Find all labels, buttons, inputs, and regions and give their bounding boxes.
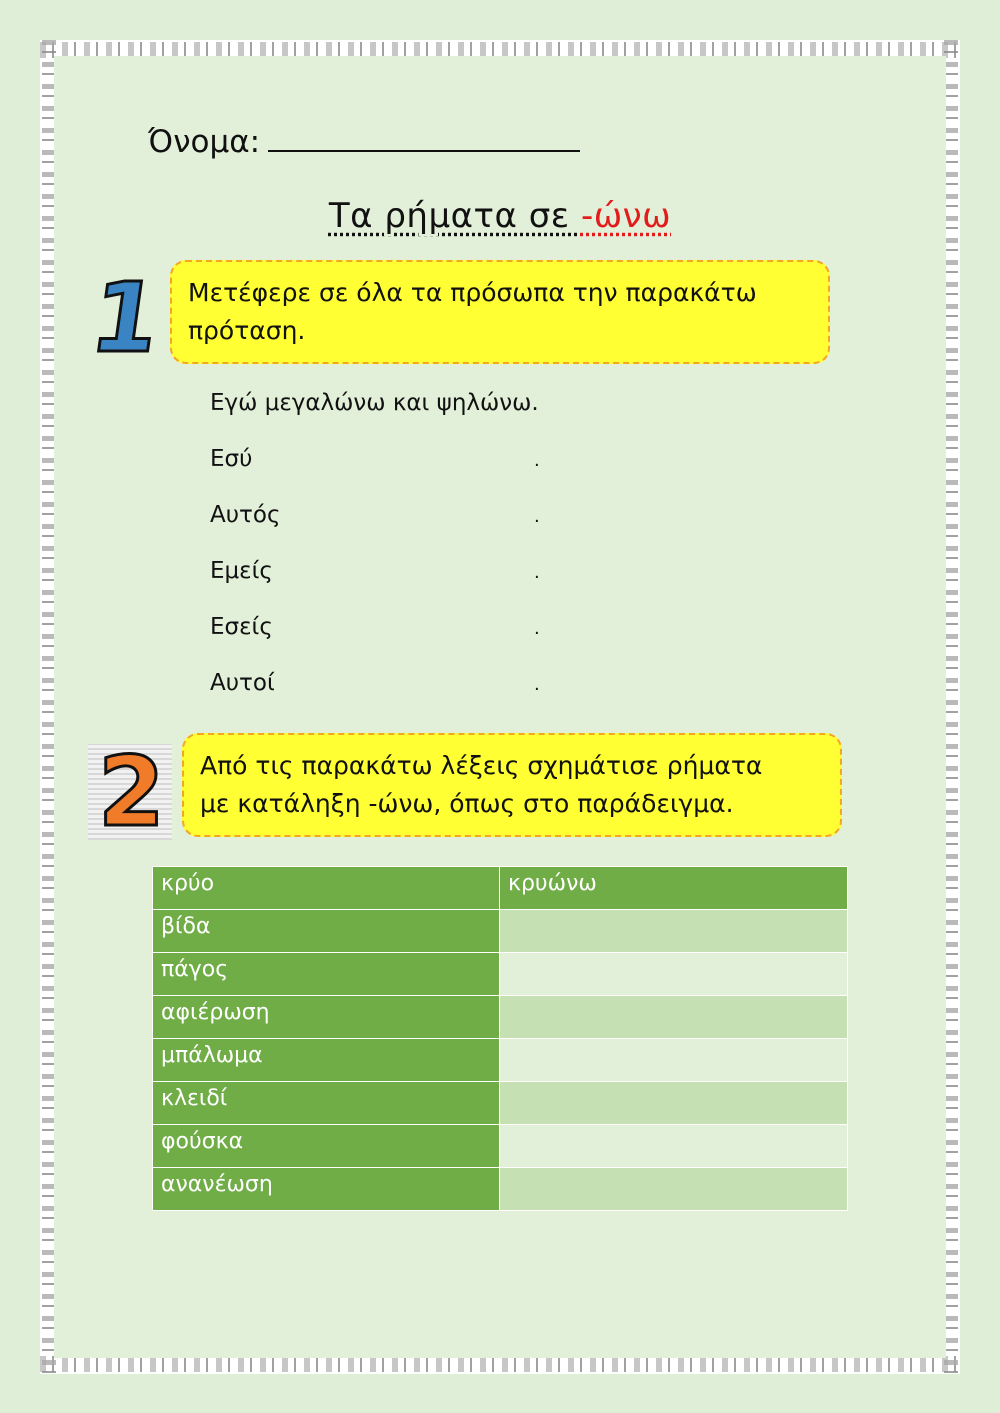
answer-cell[interactable] (500, 996, 848, 1039)
person-label-emeis: Εμείς (210, 558, 273, 584)
exercise-1-instruction-line-2: πρόταση. (188, 316, 306, 345)
answer-line-esy[interactable]: . (534, 450, 540, 471)
title-main: Τα ρήματα σε (328, 196, 581, 236)
name-input-line[interactable] (268, 122, 580, 152)
decorative-border-bottom (40, 1356, 960, 1372)
answer-line-emeis[interactable]: . (534, 562, 540, 583)
word-cell: ανανέωση (153, 1168, 500, 1211)
answer-cell[interactable] (500, 1125, 848, 1168)
answer-line-aftoi[interactable]: . (534, 674, 540, 695)
exercise-1-instruction-line-1: Μετέφερε σε όλα τα πρόσωπα την παρακάτω (188, 278, 757, 307)
person-label-aftos: Αυτός (210, 502, 281, 528)
word-cell: κλειδί (153, 1082, 500, 1125)
table-row (153, 910, 848, 953)
example-answer-cell: κρυώνω (500, 867, 848, 910)
word-cell: βίδα (153, 910, 500, 953)
answer-line-eseis[interactable]: . (534, 618, 540, 639)
answer-cell[interactable] (500, 1082, 848, 1125)
word-cell: αφιέρωση (153, 996, 500, 1039)
table-row-example (153, 867, 848, 910)
answer-cell[interactable] (500, 1168, 848, 1211)
exercise-2-instruction-line-1: Από τις παρακάτω λέξεις σχημάτισε ρήματα (200, 751, 763, 780)
example-sentence: Εγώ μεγαλώνω και ψηλώνω. (210, 390, 539, 416)
exercise-2-instruction-box (182, 733, 842, 837)
word-cell: πάγος (153, 953, 500, 996)
table-row (153, 996, 848, 1039)
answer-line-aftos[interactable]: . (534, 506, 540, 527)
example-word-cell: κρύο (153, 867, 500, 910)
exercise-2-number-icon: 2 (98, 736, 165, 848)
name-row (148, 122, 580, 160)
exercise-1-instruction-box (170, 260, 830, 364)
word-cell: μπάλωμα (153, 1039, 500, 1082)
table-row (153, 1039, 848, 1082)
answer-cell[interactable] (500, 910, 848, 953)
exercise-1-number-icon: 1 (84, 262, 167, 374)
decorative-border-right (944, 40, 958, 1374)
person-label-esy: Εσύ (210, 446, 253, 472)
exercise-2-instruction-line-2: με κατάληξη -ώνω, όπως στο παράδειγμα. (200, 789, 734, 818)
person-label-aftoi: Αυτοί (210, 670, 275, 696)
name-label: Όνομα: (148, 124, 261, 160)
table-row (153, 953, 848, 996)
page-title (0, 196, 1000, 236)
verb-formation-table (152, 866, 848, 1211)
answer-cell[interactable] (500, 953, 848, 996)
answer-cell[interactable] (500, 1039, 848, 1082)
table-row (153, 1125, 848, 1168)
person-label-eseis: Εσείς (210, 614, 273, 640)
table-row (153, 1082, 848, 1125)
word-cell: φούσκα (153, 1125, 500, 1168)
title-suffix: -ώνω (580, 196, 672, 236)
table-row (153, 1168, 848, 1211)
